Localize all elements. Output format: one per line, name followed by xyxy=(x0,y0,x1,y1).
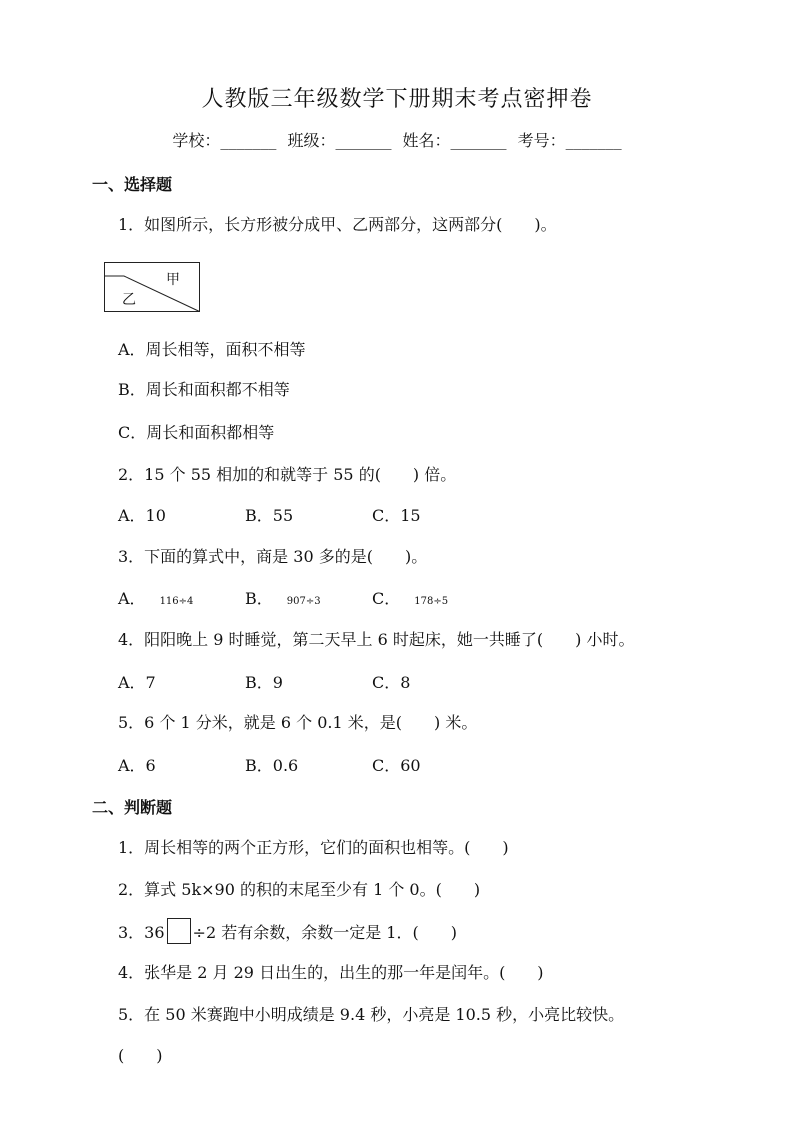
choice-question-1: 1．如图所示，长方形被分成甲、乙两部分，这两部分( )。 xyxy=(118,215,557,234)
choice-question-2: 2．15 个 55 相加的和就等于 55 的( ) 倍。 xyxy=(118,465,457,484)
choice-q3-option-c xyxy=(372,586,448,609)
judgment-question-5: 5．在 50 米赛跑中小明成绩是 9.4 秒，小亮是 10.5 秒，小亮比较快。 xyxy=(118,1005,625,1024)
judgment-question-1: 1．周长相等的两个正方形，它们的面积也相等。( ) xyxy=(118,838,509,857)
dividing-line xyxy=(105,276,200,312)
choice-q2-option-c: C．15 xyxy=(372,506,421,525)
judgment-question-2: 2．算式 5k×90 的积的末尾至少有 1 个 0。( ) xyxy=(118,880,481,899)
choice-question-3: 3．下面的算式中，商是 30 多的是( )。 xyxy=(118,547,428,566)
option-expression: 178÷5 xyxy=(414,596,449,607)
choice-q4-option-b: B．9 xyxy=(245,673,283,692)
choice-q5-option-c: C．60 xyxy=(372,756,421,775)
choice-q5-option-a: A．6 xyxy=(118,756,156,775)
option-letter: C． xyxy=(372,589,401,608)
choice-q1-option-b: B．周长和面积都不相等 xyxy=(118,380,290,399)
judgment-q3-prefix: 3．36 xyxy=(118,923,165,942)
figure-label-yi: 乙 xyxy=(122,292,136,308)
choice-question-5: 5．6 个 1 分米，就是 6 个 0.1 米，是( ) 米。 xyxy=(118,713,478,732)
choice-q3-option-b xyxy=(245,586,321,609)
choice-q1-option-a: A．周长相等，面积不相等 xyxy=(118,340,306,359)
blank-digit-box xyxy=(167,918,191,944)
judgment-question-5-answer: ( ) xyxy=(118,1046,163,1065)
option-letter: A． xyxy=(118,589,146,608)
choice-q2-option-b: B．55 xyxy=(245,506,294,525)
option-letter: B． xyxy=(245,589,273,608)
judgment-question-3 xyxy=(118,918,457,944)
figure-label-jia: 甲 xyxy=(166,272,180,288)
choice-q5-option-b: B．0.6 xyxy=(245,756,299,775)
section-heading-choice: 一、选择题 xyxy=(92,175,173,194)
rectangle-outline xyxy=(105,263,200,312)
choice-q1-option-c: C．周长和面积都相等 xyxy=(118,423,275,442)
rectangle-figure xyxy=(104,262,200,312)
student-info-line: 学校：_______ 班级：_______ 姓名：_______ 考号：_______ xyxy=(172,131,622,150)
option-expression: 907÷3 xyxy=(286,596,321,607)
page-title: 人教版三年级数学下册期末考点密押卷 xyxy=(201,87,593,112)
choice-question-4: 4．阳阳晚上 9 时睡觉，第二天早上 6 时起床，她一共睡了( ) 小时。 xyxy=(118,630,635,649)
choice-q4-option-c: C．8 xyxy=(372,673,411,692)
choice-q2-option-a: A．10 xyxy=(118,506,166,525)
judgment-question-4: 4．张华是 2 月 29 日出生的，出生的那一年是闰年。( ) xyxy=(118,963,544,982)
option-expression: 116÷4 xyxy=(159,596,194,607)
choice-q3-option-a xyxy=(118,586,193,609)
judgment-q3-suffix: ÷2 若有余数，余数一定是 1．( ) xyxy=(192,923,457,942)
section-heading-judgment: 二、判断题 xyxy=(92,798,173,817)
choice-q4-option-a: A．7 xyxy=(118,673,156,692)
